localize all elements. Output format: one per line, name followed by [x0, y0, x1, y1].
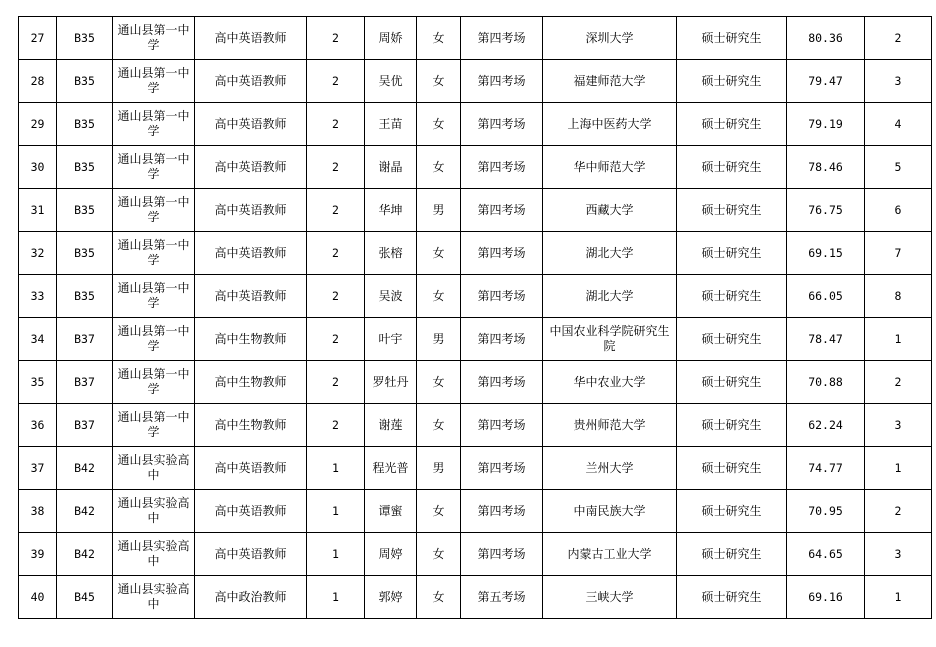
cell-name: 吴优	[365, 60, 417, 103]
cell-university: 中国农业科学院研究生院	[543, 318, 677, 361]
cell-seq: 35	[19, 361, 57, 404]
cell-venue: 第四考场	[461, 404, 543, 447]
cell-name: 郭婷	[365, 576, 417, 619]
cell-university: 内蒙古工业大学	[543, 533, 677, 576]
cell-seq: 34	[19, 318, 57, 361]
cell-quota: 2	[307, 60, 365, 103]
cell-gender: 男	[417, 189, 461, 232]
cell-name: 谭蜜	[365, 490, 417, 533]
cell-gender: 女	[417, 60, 461, 103]
cell-school: 通山县实验高中	[113, 490, 195, 533]
cell-position: 高中英语教师	[195, 490, 307, 533]
cell-school: 通山县第一中学	[113, 318, 195, 361]
cell-name: 周娇	[365, 17, 417, 60]
cell-score: 78.47	[787, 318, 865, 361]
cell-quota: 2	[307, 232, 365, 275]
cell-position: 高中英语教师	[195, 275, 307, 318]
cell-university: 中南民族大学	[543, 490, 677, 533]
cell-degree: 硕士研究生	[677, 232, 787, 275]
cell-gender: 女	[417, 404, 461, 447]
cell-venue: 第四考场	[461, 17, 543, 60]
cell-name: 华坤	[365, 189, 417, 232]
cell-code: B35	[57, 232, 113, 275]
cell-score: 78.46	[787, 146, 865, 189]
cell-university: 华中师范大学	[543, 146, 677, 189]
cell-gender: 女	[417, 103, 461, 146]
cell-quota: 2	[307, 17, 365, 60]
cell-name: 张榕	[365, 232, 417, 275]
cell-quota: 1	[307, 490, 365, 533]
cell-quota: 2	[307, 361, 365, 404]
cell-rank: 6	[865, 189, 932, 232]
cell-position: 高中英语教师	[195, 232, 307, 275]
cell-university: 华中农业大学	[543, 361, 677, 404]
cell-quota: 1	[307, 533, 365, 576]
cell-seq: 30	[19, 146, 57, 189]
cell-code: B35	[57, 275, 113, 318]
cell-degree: 硕士研究生	[677, 275, 787, 318]
cell-university: 湖北大学	[543, 275, 677, 318]
table-row	[19, 490, 932, 533]
cell-name: 王苗	[365, 103, 417, 146]
cell-score: 69.15	[787, 232, 865, 275]
cell-code: B37	[57, 318, 113, 361]
cell-name: 谢莲	[365, 404, 417, 447]
cell-seq: 31	[19, 189, 57, 232]
cell-school: 通山县第一中学	[113, 17, 195, 60]
cell-gender: 女	[417, 576, 461, 619]
table-row	[19, 447, 932, 490]
cell-degree: 硕士研究生	[677, 447, 787, 490]
cell-quota: 2	[307, 318, 365, 361]
cell-venue: 第四考场	[461, 447, 543, 490]
cell-degree: 硕士研究生	[677, 576, 787, 619]
table-row	[19, 146, 932, 189]
cell-seq: 36	[19, 404, 57, 447]
cell-university: 兰州大学	[543, 447, 677, 490]
cell-school: 通山县实验高中	[113, 533, 195, 576]
cell-position: 高中英语教师	[195, 17, 307, 60]
cell-name: 周婷	[365, 533, 417, 576]
cell-position: 高中英语教师	[195, 60, 307, 103]
cell-quota: 2	[307, 189, 365, 232]
cell-school: 通山县第一中学	[113, 103, 195, 146]
cell-venue: 第四考场	[461, 361, 543, 404]
cell-seq: 33	[19, 275, 57, 318]
cell-degree: 硕士研究生	[677, 189, 787, 232]
cell-venue: 第五考场	[461, 576, 543, 619]
table-row	[19, 189, 932, 232]
cell-name: 程光普	[365, 447, 417, 490]
cell-quota: 2	[307, 404, 365, 447]
cell-position: 高中英语教师	[195, 146, 307, 189]
cell-code: B42	[57, 490, 113, 533]
results-sheet	[18, 16, 932, 619]
cell-venue: 第四考场	[461, 103, 543, 146]
table-row	[19, 576, 932, 619]
cell-seq: 40	[19, 576, 57, 619]
table-row	[19, 60, 932, 103]
cell-score: 64.65	[787, 533, 865, 576]
cell-degree: 硕士研究生	[677, 404, 787, 447]
cell-position: 高中生物教师	[195, 361, 307, 404]
cell-code: B45	[57, 576, 113, 619]
cell-school: 通山县第一中学	[113, 146, 195, 189]
cell-gender: 女	[417, 232, 461, 275]
cell-score: 70.95	[787, 490, 865, 533]
cell-score: 76.75	[787, 189, 865, 232]
cell-school: 通山县第一中学	[113, 361, 195, 404]
cell-gender: 女	[417, 361, 461, 404]
cell-name: 罗牡丹	[365, 361, 417, 404]
cell-code: B35	[57, 17, 113, 60]
cell-rank: 1	[865, 318, 932, 361]
cell-position: 高中生物教师	[195, 404, 307, 447]
table-row	[19, 17, 932, 60]
cell-degree: 硕士研究生	[677, 146, 787, 189]
cell-venue: 第四考场	[461, 275, 543, 318]
cell-degree: 硕士研究生	[677, 17, 787, 60]
cell-code: B42	[57, 447, 113, 490]
cell-code: B35	[57, 189, 113, 232]
cell-code: B42	[57, 533, 113, 576]
cell-code: B35	[57, 103, 113, 146]
cell-school: 通山县第一中学	[113, 275, 195, 318]
cell-quota: 1	[307, 576, 365, 619]
cell-position: 高中生物教师	[195, 318, 307, 361]
cell-rank: 1	[865, 447, 932, 490]
cell-code: B35	[57, 146, 113, 189]
cell-gender: 男	[417, 318, 461, 361]
cell-rank: 3	[865, 60, 932, 103]
cell-university: 贵州师范大学	[543, 404, 677, 447]
cell-seq: 29	[19, 103, 57, 146]
cell-score: 62.24	[787, 404, 865, 447]
cell-degree: 硕士研究生	[677, 60, 787, 103]
cell-rank: 8	[865, 275, 932, 318]
cell-school: 通山县第一中学	[113, 232, 195, 275]
cell-venue: 第四考场	[461, 146, 543, 189]
cell-code: B37	[57, 361, 113, 404]
table-row	[19, 232, 932, 275]
table-row	[19, 103, 932, 146]
cell-university: 福建师范大学	[543, 60, 677, 103]
results-table	[18, 16, 932, 619]
cell-school: 通山县第一中学	[113, 404, 195, 447]
cell-score: 74.77	[787, 447, 865, 490]
cell-score: 79.19	[787, 103, 865, 146]
cell-seq: 28	[19, 60, 57, 103]
cell-school: 通山县第一中学	[113, 60, 195, 103]
cell-gender: 女	[417, 146, 461, 189]
cell-score: 66.05	[787, 275, 865, 318]
cell-gender: 男	[417, 447, 461, 490]
cell-venue: 第四考场	[461, 189, 543, 232]
cell-gender: 女	[417, 490, 461, 533]
cell-rank: 7	[865, 232, 932, 275]
table-row	[19, 404, 932, 447]
cell-code: B37	[57, 404, 113, 447]
cell-name: 谢晶	[365, 146, 417, 189]
cell-school: 通山县实验高中	[113, 576, 195, 619]
cell-rank: 5	[865, 146, 932, 189]
cell-rank: 3	[865, 533, 932, 576]
cell-name: 吴波	[365, 275, 417, 318]
cell-seq: 27	[19, 17, 57, 60]
cell-venue: 第四考场	[461, 232, 543, 275]
cell-score: 69.16	[787, 576, 865, 619]
cell-gender: 女	[417, 275, 461, 318]
cell-seq: 38	[19, 490, 57, 533]
cell-rank: 2	[865, 490, 932, 533]
cell-position: 高中政治教师	[195, 576, 307, 619]
table-row	[19, 361, 932, 404]
cell-position: 高中英语教师	[195, 447, 307, 490]
cell-score: 79.47	[787, 60, 865, 103]
cell-rank: 2	[865, 17, 932, 60]
cell-quota: 2	[307, 103, 365, 146]
cell-university: 三峡大学	[543, 576, 677, 619]
results-table-body	[19, 17, 932, 619]
cell-quota: 2	[307, 275, 365, 318]
cell-rank: 3	[865, 404, 932, 447]
cell-degree: 硕士研究生	[677, 361, 787, 404]
cell-university: 上海中医药大学	[543, 103, 677, 146]
cell-rank: 1	[865, 576, 932, 619]
cell-code: B35	[57, 60, 113, 103]
cell-score: 80.36	[787, 17, 865, 60]
cell-gender: 女	[417, 533, 461, 576]
cell-position: 高中英语教师	[195, 189, 307, 232]
table-row	[19, 318, 932, 361]
cell-seq: 32	[19, 232, 57, 275]
cell-quota: 2	[307, 146, 365, 189]
cell-university: 西藏大学	[543, 189, 677, 232]
cell-rank: 2	[865, 361, 932, 404]
cell-university: 湖北大学	[543, 232, 677, 275]
cell-venue: 第四考场	[461, 318, 543, 361]
cell-seq: 39	[19, 533, 57, 576]
cell-name: 叶宇	[365, 318, 417, 361]
cell-school: 通山县实验高中	[113, 447, 195, 490]
cell-degree: 硕士研究生	[677, 533, 787, 576]
cell-gender: 女	[417, 17, 461, 60]
cell-school: 通山县第一中学	[113, 189, 195, 232]
cell-degree: 硕士研究生	[677, 103, 787, 146]
cell-score: 70.88	[787, 361, 865, 404]
cell-venue: 第四考场	[461, 533, 543, 576]
cell-venue: 第四考场	[461, 60, 543, 103]
table-row	[19, 275, 932, 318]
cell-position: 高中英语教师	[195, 103, 307, 146]
cell-degree: 硕士研究生	[677, 318, 787, 361]
table-row	[19, 533, 932, 576]
cell-university: 深圳大学	[543, 17, 677, 60]
cell-degree: 硕士研究生	[677, 490, 787, 533]
cell-quota: 1	[307, 447, 365, 490]
cell-rank: 4	[865, 103, 932, 146]
cell-venue: 第四考场	[461, 490, 543, 533]
cell-position: 高中英语教师	[195, 533, 307, 576]
cell-seq: 37	[19, 447, 57, 490]
